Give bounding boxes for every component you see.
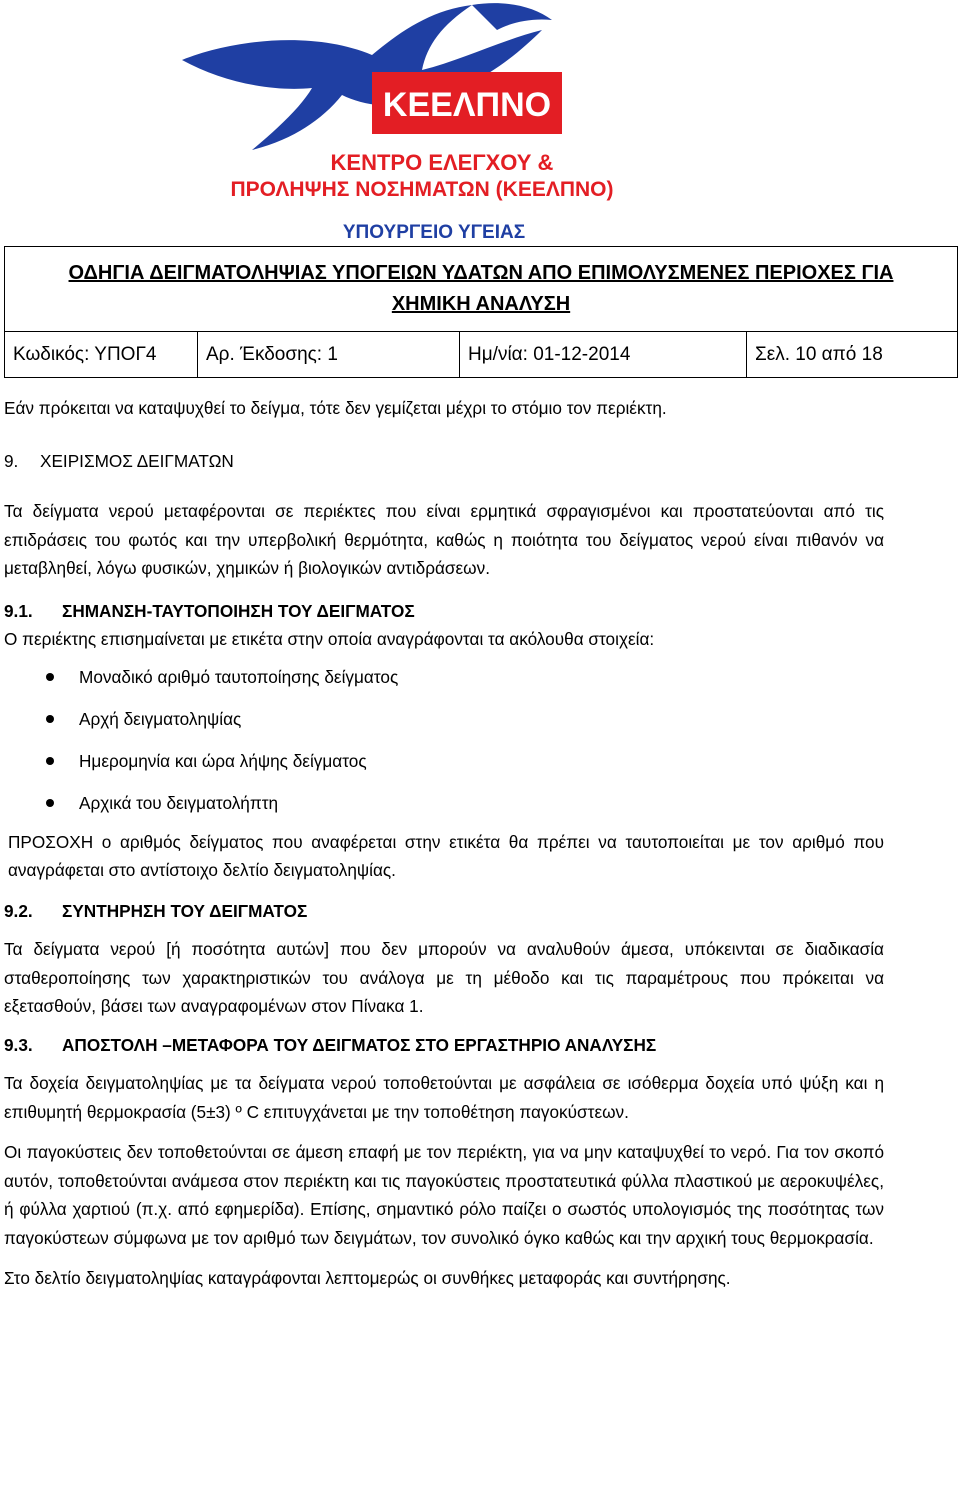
svg-text:ΥΠΟΥΡΓΕΙΟ ΥΓΕΙΑΣ: ΥΠΟΥΡΓΕΙΟ ΥΓΕΙΑΣ: [342, 222, 526, 243]
section-9-3-paragraph-2: Οι παγοκύστεις δεν τοποθετούνται σε άμεση επαφή με τον περιέκτη, για να μην καταψυχθεί το νερό. Για τον σκοπό αυτόν, τοποθετούνται ανάμεσα στον περιέκτη και τις παγοκύστεις προστατευτικά φύλλα πλαστικού με αεροκυψέλες, ή φύλλα χαρτιού (π.χ. από εφημερίδα). Επίσης, σημαντικό ρόλο παίζει ο σωστός υπολογισμός της ποσότητας των παγοκύστεων σύμφωνα με τον αριθμό των δειγμάτων, τον συνολικό όγκο καθώς και την αρχική τους θερμοκρασία.: [4, 1142, 884, 1248]
section-9-2-paragraph: Τα δείγματα νερού [ή ποσότητα αυτών] που δεν μπορούν να αναλυθούν άμεσα, υπόκεινται σε διαδικασία σταθεροποίησης των χαρακτηριστικών του ανάλογα με τη μέθοδο και τις παραμέτρους που πρόκειται να εξετασθούν, βάσει των αναγραφομένων στον Πίνακα 1.: [4, 939, 884, 1016]
section-9-1-paragraph: Ο περιέκτης επισημαίνεται με ετικέτα στην οποία αναγράφονται τα ακόλουθα στοιχεία:: [4, 629, 655, 649]
section-9-3-paragraph-1: Τα δοχεία δειγματοληψίας με τα δείγματα νερού τοποθετούνται με ασφάλεια σε ισόθερμα δοχεία υπό ψύξη και η επιθυμητή θερμοκρασία (5±3) º C επιτυγχάνεται με την τοποθέτηση παγοκύστεων.: [4, 1073, 884, 1122]
svg-text:ΠΡΟΛΗΨΗΣ ΝΟΣΗΜΑΤΩΝ (ΚΕΕΛΠΝΟ): ΠΡΟΛΗΨΗΣ ΝΟΣΗΜΑΤΩΝ (ΚΕΕΛΠΝΟ): [230, 178, 614, 201]
notice-paragraph: ΠΡΟΣΟΧΗ ο αριθμός δείγματος που αναφέρεται στην ετικέτα θα πρέπει να ταυτοποιείται με τον αριθμό που αναγράφεται στο αντίστοιχο δελτίο δειγματοληψίας.: [8, 831, 884, 880]
section-9-3-paragraph-3: Στο δελτίο δειγματοληψίας καταγράφονται λεπτομερώς οι συνθήκες μεταφοράς και συντήρησης.: [4, 1268, 731, 1288]
bullet-icon: [46, 715, 54, 723]
document-header-table: [4, 246, 958, 378]
list-item: Αρχικά του δειγματολήπτη: [4, 782, 884, 824]
doc-date: Ημ/νία: 01-12-2014: [460, 332, 747, 378]
bullet-icon: [46, 757, 54, 765]
document-title: ΟΔΗΓΙΑ ΔΕΙΓΜΑΤΟΛΗΨΙΑΣ ΥΠΟΓΕΙΩΝ ΥΔΑΤΩΝ ΑΠΟ ΕΠΙΜΟΛΥΣΜΕΝΕΣ ΠΕΡΙΟΧΕΣ ΓΙΑ ΧΗΜΙΚΗ ΑΝΑΛΥΣΗ: [5, 247, 958, 332]
list-item: Αρχή δειγματοληψίας: [4, 698, 884, 740]
section-9-heading: 9. ΧΕΙΡΙΣΜΟΣ ΔΕΙΓΜΑΤΩΝ: [4, 450, 234, 471]
doc-page: Σελ. 10 από 18: [747, 332, 958, 378]
list-item: Μοναδικό αριθμό ταυτοποίησης δείγματος: [4, 656, 884, 698]
bullet-icon: [46, 673, 54, 681]
label-fields-list: [4, 656, 884, 824]
section-9-1-heading: 9.1. ΣΗΜΑΝΣΗ-ΤΑΥΤΟΠΟΙΗΣΗ ΤΟΥ ΔΕΙΓΜΑΤΟΣ: [4, 600, 415, 621]
bullet-icon: [46, 799, 54, 807]
doc-edition: Αρ. Έκδοσης: 1: [198, 332, 460, 378]
list-item: Ημερομηνία και ώρα λήψης δείγματος: [4, 740, 884, 782]
section-9-3-heading: 9.3. ΑΠΟΣΤΟΛΗ –ΜΕΤΑΦΟΡΑ ΤΟΥ ΔΕΙΓΜΑΤΟΣ ΣΤΟ ΕΡΓΑΣΤΗΡΙΟ ΑΝΑΛΥΣΗΣ: [4, 1034, 657, 1055]
section-9-2-heading: 9.2. ΣΥΝΤΗΡΗΣΗ ΤΟΥ ΔΕΙΓΜΑΤΟΣ: [4, 900, 308, 921]
document-body: [4, 394, 884, 1293]
svg-text:ΚΕΝΤΡΟ ΕΛΕΓΧΟΥ &: ΚΕΝΤΡΟ ΕΛΕΓΧΟΥ &: [330, 150, 554, 175]
doc-code: Κωδικός: ΥΠΟΓ4: [5, 332, 198, 378]
intro-paragraph: Εάν πρόκειται να καταψυχθεί το δείγμα, τότε δεν γεμίζεται μέχρι το στόμιο τον περιέκτη.: [4, 398, 667, 418]
svg-text:ΚΕΕΛΠΝΟ: ΚΕΕΛΠΝΟ: [382, 86, 552, 124]
section-9-paragraph: Τα δείγματα νερού μεταφέρονται σε περιέκτες που είναι ερμητικά σφραγισμένοι και προστατεύονται από τις επιδράσεις του φωτός και την υπερβολική θερμότητα, καθώς η ποιότητα του δείγματος νερού είναι πιθανόν να μεταβληθεί, λόγω φυσικών, χημικών ή βιολογικών αντιδράσεων.: [4, 501, 884, 578]
keelpno-logo: [172, 0, 712, 246]
